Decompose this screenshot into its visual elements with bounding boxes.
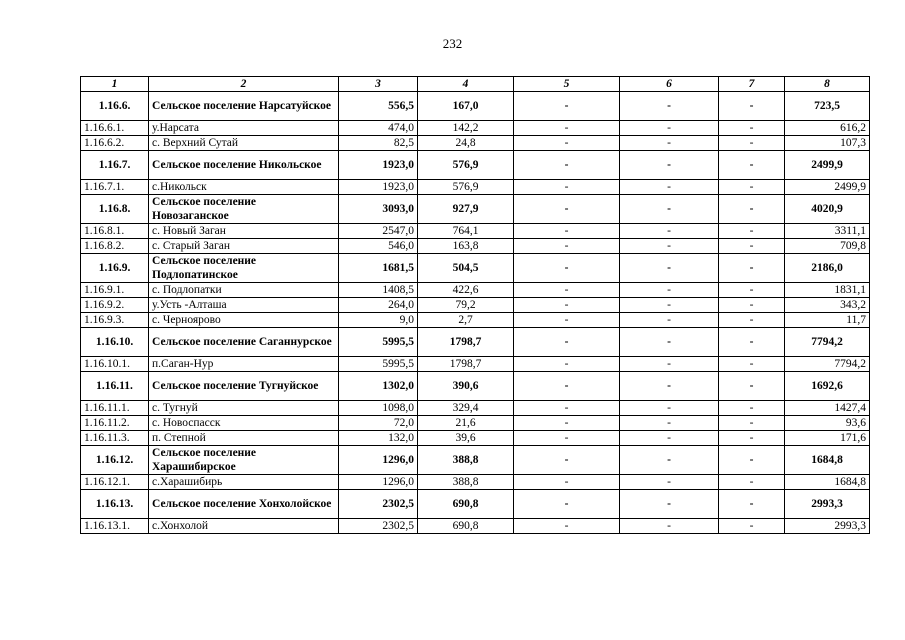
- table-row: [81, 121, 870, 136]
- value-col-5: -: [514, 151, 620, 180]
- settlement-name: Сельское поселение Саганнурское: [149, 328, 339, 357]
- value-col-8: 7794,2: [785, 357, 870, 372]
- row-code: 1.16.13.: [81, 490, 149, 519]
- table-row: [81, 298, 870, 313]
- row-code: 1.16.7.1.: [81, 180, 149, 195]
- value-col-8: 107,3: [785, 136, 870, 151]
- value-col-5: -: [514, 401, 620, 416]
- value-col-7: -: [719, 180, 785, 195]
- value-col-8: 2993,3: [785, 519, 870, 534]
- settlement-name: с. Старый Заган: [149, 239, 339, 254]
- value-col-5: -: [514, 195, 620, 224]
- table-row: [81, 224, 870, 239]
- value-col-5: -: [514, 490, 620, 519]
- value-col-3: 1296,0: [339, 446, 418, 475]
- row-code: 1.16.12.: [81, 446, 149, 475]
- value-col-6: -: [620, 121, 719, 136]
- value-col-7: -: [719, 224, 785, 239]
- settlement-name: у.Усть -Алташа: [149, 298, 339, 313]
- value-col-6: -: [620, 136, 719, 151]
- value-col-3: 72,0: [339, 416, 418, 431]
- value-col-7: -: [719, 519, 785, 534]
- value-col-8: 1692,6: [785, 372, 870, 401]
- table-row: [81, 519, 870, 534]
- value-col-6: -: [620, 224, 719, 239]
- value-col-8: 7794,2: [785, 328, 870, 357]
- table-row-group: [81, 372, 870, 401]
- value-col-3: 1681,5: [339, 254, 418, 283]
- value-col-4: 1798,7: [418, 357, 514, 372]
- value-col-3: 546,0: [339, 239, 418, 254]
- table-row-group: [81, 195, 870, 224]
- value-col-5: -: [514, 328, 620, 357]
- settlement-name: п. Степной: [149, 431, 339, 446]
- value-col-8: 616,2: [785, 121, 870, 136]
- row-code: 1.16.11.1.: [81, 401, 149, 416]
- value-col-5: -: [514, 180, 620, 195]
- table-body: [81, 92, 870, 534]
- value-col-5: -: [514, 92, 620, 121]
- value-col-6: -: [620, 298, 719, 313]
- value-col-4: 390,6: [418, 372, 514, 401]
- value-col-4: 576,9: [418, 151, 514, 180]
- value-col-8: 1427,4: [785, 401, 870, 416]
- value-col-4: 163,8: [418, 239, 514, 254]
- settlement-name: Сельское поселение Тугнуйское: [149, 372, 339, 401]
- settlement-name: с. Тугнуй: [149, 401, 339, 416]
- settlement-name: Сельское поселение Нарсатуйское: [149, 92, 339, 121]
- value-col-7: -: [719, 475, 785, 490]
- value-col-7: -: [719, 151, 785, 180]
- value-col-3: 1296,0: [339, 475, 418, 490]
- value-col-5: -: [514, 416, 620, 431]
- row-code: 1.16.8.: [81, 195, 149, 224]
- row-code: 1.16.9.1.: [81, 283, 149, 298]
- value-col-6: -: [620, 357, 719, 372]
- header-col-4: 4: [418, 77, 514, 92]
- row-code: 1.16.9.3.: [81, 313, 149, 328]
- value-col-8: 93,6: [785, 416, 870, 431]
- value-col-7: -: [719, 92, 785, 121]
- value-col-6: -: [620, 239, 719, 254]
- table-row: [81, 136, 870, 151]
- value-col-5: -: [514, 357, 620, 372]
- value-col-8: 2499,9: [785, 180, 870, 195]
- value-col-7: -: [719, 136, 785, 151]
- value-col-3: 1923,0: [339, 180, 418, 195]
- value-col-8: 3311,1: [785, 224, 870, 239]
- value-col-4: 388,8: [418, 446, 514, 475]
- value-col-4: 329,4: [418, 401, 514, 416]
- header-col-1: 1: [81, 77, 149, 92]
- value-col-4: 690,8: [418, 519, 514, 534]
- value-col-7: -: [719, 372, 785, 401]
- settlement-name: с.Хонхолой: [149, 519, 339, 534]
- value-col-4: 422,6: [418, 283, 514, 298]
- value-col-7: -: [719, 401, 785, 416]
- value-col-4: 576,9: [418, 180, 514, 195]
- value-col-6: -: [620, 151, 719, 180]
- value-col-6: -: [620, 490, 719, 519]
- value-col-5: -: [514, 446, 620, 475]
- row-code: 1.16.11.2.: [81, 416, 149, 431]
- value-col-8: 1684,8: [785, 475, 870, 490]
- value-col-3: 1923,0: [339, 151, 418, 180]
- row-code: 1.16.6.: [81, 92, 149, 121]
- value-col-4: 142,2: [418, 121, 514, 136]
- settlement-name: Сельское поселение Хонхолойское: [149, 490, 339, 519]
- header-col-6: 6: [620, 77, 719, 92]
- row-code: 1.16.11.: [81, 372, 149, 401]
- value-col-7: -: [719, 121, 785, 136]
- value-col-6: -: [620, 416, 719, 431]
- value-col-7: -: [719, 431, 785, 446]
- header-col-7: 7: [719, 77, 785, 92]
- row-code: 1.16.9.: [81, 254, 149, 283]
- value-col-4: 2,7: [418, 313, 514, 328]
- header-col-3: 3: [339, 77, 418, 92]
- value-col-5: -: [514, 224, 620, 239]
- value-col-8: 1684,8: [785, 446, 870, 475]
- value-col-6: -: [620, 313, 719, 328]
- value-col-7: -: [719, 446, 785, 475]
- row-code: 1.16.10.: [81, 328, 149, 357]
- value-col-4: 504,5: [418, 254, 514, 283]
- value-col-4: 24,8: [418, 136, 514, 151]
- value-col-3: 3093,0: [339, 195, 418, 224]
- value-col-5: -: [514, 121, 620, 136]
- row-code: 1.16.6.2.: [81, 136, 149, 151]
- value-col-6: -: [620, 195, 719, 224]
- value-col-4: 21,6: [418, 416, 514, 431]
- table-row-group: [81, 446, 870, 475]
- value-col-5: -: [514, 298, 620, 313]
- settlement-name: с. Подлопатки: [149, 283, 339, 298]
- value-col-6: -: [620, 328, 719, 357]
- value-col-5: -: [514, 372, 620, 401]
- value-col-6: -: [620, 92, 719, 121]
- value-col-5: -: [514, 519, 620, 534]
- value-col-6: -: [620, 446, 719, 475]
- row-code: 1.16.6.1.: [81, 121, 149, 136]
- value-col-7: -: [719, 328, 785, 357]
- row-code: 1.16.10.1.: [81, 357, 149, 372]
- row-code: 1.16.8.2.: [81, 239, 149, 254]
- table-row: [81, 239, 870, 254]
- value-col-6: -: [620, 519, 719, 534]
- row-code: 1.16.9.2.: [81, 298, 149, 313]
- row-code: 1.16.13.1.: [81, 519, 149, 534]
- value-col-7: -: [719, 283, 785, 298]
- table-row-group: [81, 490, 870, 519]
- table-row: [81, 401, 870, 416]
- table-row-group: [81, 328, 870, 357]
- settlement-name: с. Черноярово: [149, 313, 339, 328]
- settlement-name: Сельское поселение Новозаганское: [149, 195, 339, 224]
- value-col-8: 171,6: [785, 431, 870, 446]
- value-col-4: 927,9: [418, 195, 514, 224]
- value-col-6: -: [620, 372, 719, 401]
- value-col-8: 1831,1: [785, 283, 870, 298]
- value-col-5: -: [514, 254, 620, 283]
- header-col-5: 5: [514, 77, 620, 92]
- header-col-8: 8: [785, 77, 870, 92]
- value-col-3: 82,5: [339, 136, 418, 151]
- table-row: [81, 475, 870, 490]
- settlement-name: с. Новый Заган: [149, 224, 339, 239]
- value-col-6: -: [620, 254, 719, 283]
- value-col-5: -: [514, 431, 620, 446]
- value-col-7: -: [719, 357, 785, 372]
- settlement-name: с.Никольск: [149, 180, 339, 195]
- row-code: 1.16.8.1.: [81, 224, 149, 239]
- value-col-8: 2186,0: [785, 254, 870, 283]
- table-row-group: [81, 151, 870, 180]
- page-number: 232: [442, 36, 463, 51]
- settlement-name: с. Новоспасск: [149, 416, 339, 431]
- table-row: [81, 283, 870, 298]
- value-col-4: 388,8: [418, 475, 514, 490]
- value-col-3: 2302,5: [339, 519, 418, 534]
- value-col-6: -: [620, 475, 719, 490]
- value-col-3: 132,0: [339, 431, 418, 446]
- value-col-4: 690,8: [418, 490, 514, 519]
- value-col-4: 79,2: [418, 298, 514, 313]
- value-col-3: 1098,0: [339, 401, 418, 416]
- value-col-8: 11,7: [785, 313, 870, 328]
- value-col-4: 39,6: [418, 431, 514, 446]
- value-col-3: 474,0: [339, 121, 418, 136]
- value-col-7: -: [719, 239, 785, 254]
- value-col-7: -: [719, 254, 785, 283]
- settlement-name: с.Харашибирь: [149, 475, 339, 490]
- value-col-3: 1408,5: [339, 283, 418, 298]
- value-col-5: -: [514, 136, 620, 151]
- value-col-8: 343,2: [785, 298, 870, 313]
- settlements-table: [80, 76, 870, 534]
- value-col-6: -: [620, 431, 719, 446]
- value-col-3: 2547,0: [339, 224, 418, 239]
- value-col-3: 264,0: [339, 298, 418, 313]
- value-col-8: 723,5: [785, 92, 870, 121]
- value-col-8: 4020,9: [785, 195, 870, 224]
- table-row-group: [81, 92, 870, 121]
- value-col-4: 1798,7: [418, 328, 514, 357]
- value-col-3: 5995,5: [339, 328, 418, 357]
- settlement-name: с. Верхний Сутай: [149, 136, 339, 151]
- table-row: [81, 431, 870, 446]
- header-row: [81, 77, 870, 92]
- value-col-3: 1302,0: [339, 372, 418, 401]
- row-code: 1.16.12.1.: [81, 475, 149, 490]
- table-row: [81, 357, 870, 372]
- value-col-5: -: [514, 239, 620, 254]
- value-col-8: 2993,3: [785, 490, 870, 519]
- settlement-name: Сельское поселение Никольское: [149, 151, 339, 180]
- value-col-5: -: [514, 475, 620, 490]
- value-col-7: -: [719, 490, 785, 519]
- header-col-2: 2: [149, 77, 339, 92]
- value-col-8: 709,8: [785, 239, 870, 254]
- table-row-group: [81, 254, 870, 283]
- table-row: [81, 416, 870, 431]
- value-col-3: 5995,5: [339, 357, 418, 372]
- value-col-4: 764,1: [418, 224, 514, 239]
- value-col-3: 556,5: [339, 92, 418, 121]
- value-col-5: -: [514, 283, 620, 298]
- value-col-7: -: [719, 416, 785, 431]
- settlement-name: Сельское поселение Харашибирское: [149, 446, 339, 475]
- settlement-name: п.Саган-Нур: [149, 357, 339, 372]
- value-col-7: -: [719, 195, 785, 224]
- value-col-7: -: [719, 313, 785, 328]
- settlement-name: у.Нарсата: [149, 121, 339, 136]
- row-code: 1.16.11.3.: [81, 431, 149, 446]
- value-col-7: -: [719, 298, 785, 313]
- value-col-3: 2302,5: [339, 490, 418, 519]
- value-col-6: -: [620, 180, 719, 195]
- value-col-4: 167,0: [418, 92, 514, 121]
- row-code: 1.16.7.: [81, 151, 149, 180]
- value-col-6: -: [620, 401, 719, 416]
- value-col-5: -: [514, 313, 620, 328]
- value-col-6: -: [620, 283, 719, 298]
- table-row: [81, 313, 870, 328]
- value-col-3: 9,0: [339, 313, 418, 328]
- table-row: [81, 180, 870, 195]
- value-col-8: 2499,9: [785, 151, 870, 180]
- settlement-name: Сельское поселение Подлопатинское: [149, 254, 339, 283]
